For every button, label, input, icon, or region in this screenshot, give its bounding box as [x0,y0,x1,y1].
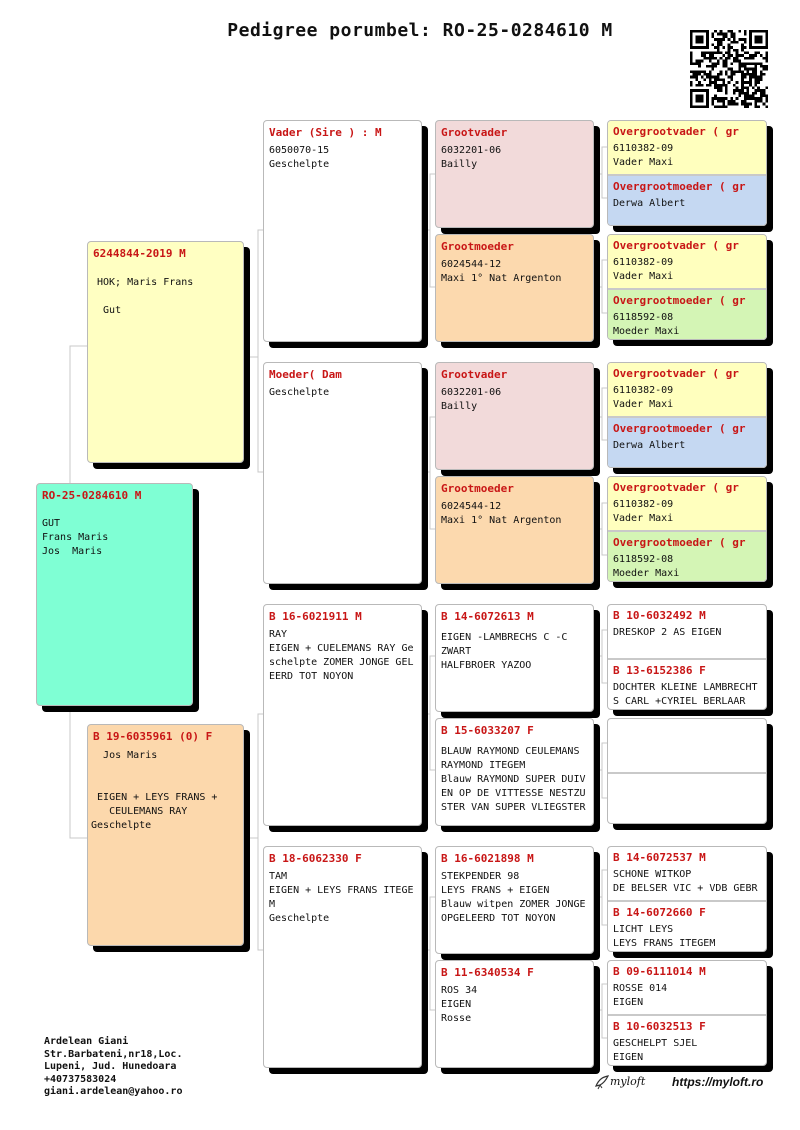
great-grandparent-cell [608,530,766,582]
great-grandparent-ring-number: Overgrootmoeder ( gr [613,180,746,193]
grandparent-card [435,960,594,1068]
great-grandparent-cell [608,658,766,710]
great-grandparent-details: GESCHELPT SJEL EIGEN [613,1038,698,1063]
great-grandparent-details [608,778,766,781]
great-grandparents-card [607,960,767,1066]
great-grandparents-card [607,120,767,226]
breeder-phone: +40737583024 [44,1073,117,1085]
dam-card [87,724,244,946]
great-grandparents-card [607,234,767,340]
great-grandparent-details: 6110382-09 Vader Maxi [613,257,674,282]
grandparent-details: 6032201-06 Bailly [441,145,502,170]
breeder-address-line: Str.Barbateni,nr18,Loc. [44,1048,183,1060]
great-grandparent-cell [608,363,766,416]
myloft-logo [594,1074,645,1090]
breeder-address-line: Lupeni, Jud. Hunedoara [44,1061,177,1072]
great-grandparents-card [607,604,767,710]
great-grandparent-ring-number: B 10-6032492 M [613,609,706,622]
great-grandparent-details: ROSSE 014 EIGEN [613,983,668,1008]
grandparent-details: 6024544-12 Maxi 1° Nat Argenton [441,259,562,284]
great-grandparent-cell [608,121,766,174]
dam-ring-number: B 19-6035961 (0) F [93,730,213,743]
website-link[interactable]: https://myloft.ro [672,1075,764,1089]
great-grandparent-cell [608,1014,766,1066]
subject-ring-number: RO-25-0284610 M [42,489,142,502]
dam-details: Jos Maris EIGEN + LEYS FRANS + CEULEMANS RAY Geschelpte [91,750,218,831]
grandparent-details: EIGEN -LAMBRECHS C -C ZWART HALFBROER YAZOO [441,632,568,671]
great-grandparent-ring-number: B 13-6152386 F [613,664,706,677]
grandparent-card [435,476,594,584]
grandparent-ring-number: B 15-6033207 F [441,724,534,737]
great-grandparent-cell [608,416,766,468]
great-grandparent-ring-number: Overgrootvader ( gr [613,239,739,252]
parent-card [263,120,422,342]
grandparent-details: STEKPENDER 98 LEYS FRANS + EIGEN Blauw witpen ZOMER JONGE OPGELEERD TOT NOYON [441,871,586,924]
great-grandparent-details: 6118592-08 Moeder Maxi [613,554,680,579]
page-title: Pedigree porumbel: RO-25-0284610 M [227,20,613,41]
great-grandparents-card [607,476,767,582]
great-grandparent-cell [608,719,766,772]
great-grandparent-cell [608,477,766,530]
grandparent-card [435,718,594,826]
grandparent-ring-number: B 16-6021898 M [441,852,534,865]
great-grandparent-ring-number: Overgrootmoeder ( gr [613,536,746,549]
great-grandparent-cell [608,847,766,900]
great-grandparent-ring-number: Overgrootmoeder ( gr [613,294,746,307]
parent-ring-number: Vader (Sire ) : M [269,126,382,139]
great-grandparents-card [607,362,767,468]
great-grandparent-details: LICHT LEYS LEYS FRANS ITEGEM [613,924,716,949]
pigeon-icon [594,1074,610,1090]
grandparent-ring-number: Grootvader [441,126,508,139]
great-grandparent-details: SCHONE WITKOP DE BELSER VIC + VDB GEBR [613,869,758,894]
parent-details: TAM EIGEN + LEYS FRANS ITEGE M Geschelpte [269,871,414,924]
grandparent-ring-number: Grootmoeder [441,482,514,495]
parent-card [263,846,422,1068]
grandparent-details: 6032201-06 Bailly [441,387,502,412]
parent-ring-number: B 18-6062330 F [269,852,362,865]
parent-details: RAY EIGEN + CUELEMANS RAY Ge schelpte ZOMER JONGE GEL EERD TOT NOYON [269,629,414,682]
sire-details: HOK; Maris Frans Gut [97,277,194,316]
parent-ring-number: Moeder( Dam [269,368,342,381]
great-grandparent-cell [608,605,766,658]
great-grandparent-ring-number: Overgrootvader ( gr [613,481,739,494]
great-grandparent-cell [608,961,766,1014]
grandparent-card [435,120,594,228]
great-grandparents-card [607,846,767,952]
great-grandparent-ring-number: B 10-6032513 F [613,1020,706,1033]
great-grandparent-details: 6110382-09 Vader Maxi [613,143,674,168]
great-grandparent-details [608,723,766,726]
great-grandparent-details: Derwa Albert [613,440,686,451]
great-grandparent-cell [608,235,766,288]
great-grandparent-ring-number: B 14-6072537 M [613,851,706,864]
sire-ring-number: 6244844-2019 M [93,247,186,260]
great-grandparent-ring-number: B 09-6111014 M [613,965,706,978]
great-grandparent-details: DOCHTER KLEINE LAMBRECHT S CARL +CYRIEL BERLAAR [613,682,758,707]
great-grandparent-details: 6118592-08 Moeder Maxi [613,312,680,337]
grandparent-ring-number: B 11-6340534 F [441,966,534,979]
parent-ring-number: B 16-6021911 M [269,610,362,623]
grandparent-details: 6024544-12 Maxi 1° Nat Argenton [441,501,562,526]
great-grandparent-details: Derwa Albert [613,198,686,209]
grandparent-details: BLAUW RAYMOND CEULEMANS RAYMOND ITEGEM Blauw RAYMOND SUPER DUIV EN OP DE VITTESSE NESTZU STER VAN SUPER VLIEGSTER [441,746,586,813]
sire-card [87,241,244,463]
subject-details: GUT Frans Maris Jos Maris [42,518,109,557]
parent-card [263,604,422,826]
great-grandparent-details: 6110382-09 Vader Maxi [613,385,674,410]
breeder-email: giani.ardelean@yahoo.ro [44,1086,183,1097]
parent-card [263,362,422,584]
grandparent-card [435,362,594,470]
great-grandparent-cell [608,174,766,226]
grandparent-card [435,604,594,712]
great-grandparent-cell [608,772,766,824]
breeder-name: Ardelean Giani [44,1036,129,1047]
grandparent-details: ROS 34 EIGEN Rosse [441,985,478,1024]
great-grandparent-details: 6110382-09 Vader Maxi [613,499,674,524]
grandparent-card [435,234,594,342]
great-grandparent-ring-number: Overgrootvader ( gr [613,125,739,138]
great-grandparent-ring-number: Overgrootmoeder ( gr [613,422,746,435]
breeder-contact [44,1036,182,1099]
grandparent-card [435,846,594,954]
great-grandparents-card [607,718,767,824]
great-grandparent-cell [608,900,766,952]
great-grandparent-cell [608,288,766,340]
subject-pigeon-card [36,483,193,706]
grandparent-ring-number: B 14-6072613 M [441,610,534,623]
parent-details: Geschelpte [269,387,330,398]
great-grandparent-ring-number: Overgrootvader ( gr [613,367,739,380]
parent-details: 6050070-15 Geschelpte [269,145,330,170]
grandparent-ring-number: Grootmoeder [441,240,514,253]
logo-text: myloft [610,1075,646,1088]
great-grandparent-details: DRESKOP 2 AS EIGEN [613,627,722,638]
grandparent-ring-number: Grootvader [441,368,508,381]
great-grandparent-ring-number: B 14-6072660 F [613,906,706,919]
